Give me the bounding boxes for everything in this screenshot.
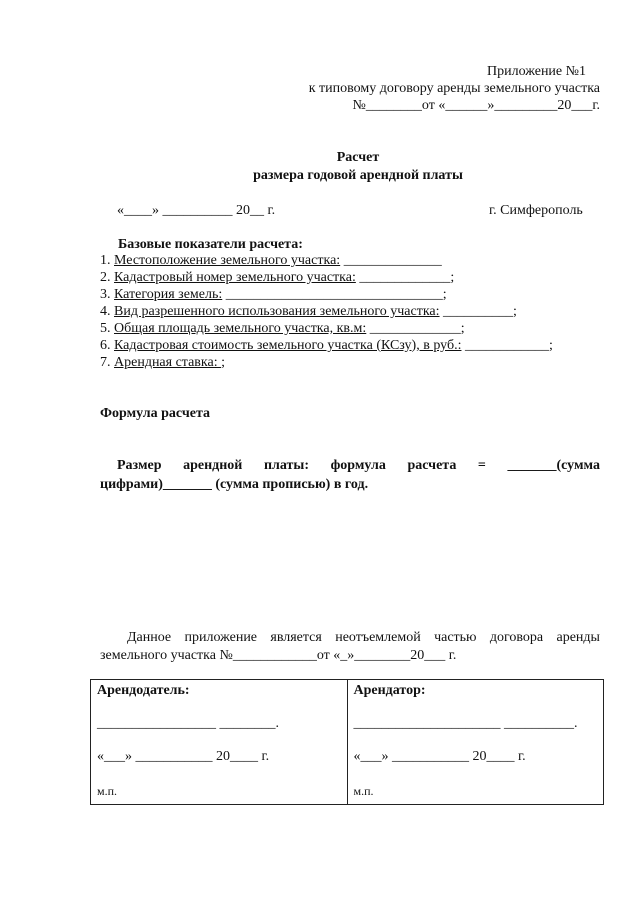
base-indicator-item [100, 253, 442, 269]
landlord-cell [91, 680, 347, 804]
landlord-label: Арендодатель: [97, 683, 190, 698]
base-indicator-blank: _____________; [366, 321, 465, 336]
base-indicator-blank: _______________________________; [222, 287, 447, 302]
note-word: Данное [127, 630, 172, 645]
formula-word: арендной [183, 458, 243, 473]
formula-word: формула [330, 458, 386, 473]
tenant-cell [347, 680, 604, 804]
calculation-city: г. Симферополь [489, 203, 583, 218]
base-indicators-heading: Базовые показатели расчета: [118, 237, 303, 252]
note-word: частью [434, 630, 477, 645]
base-indicator-blank: ____________; [461, 338, 553, 353]
base-indicator-label: Общая площадь земельного участка, кв.м: [114, 321, 367, 336]
base-indicator-item [100, 355, 225, 371]
base-indicator-label: Вид разрешенного использования земельного участка: [114, 304, 440, 319]
base-indicator-number: 5. [100, 321, 111, 336]
tenant-label: Арендатор: [353, 683, 426, 698]
base-indicator-blank: __________; [439, 304, 517, 319]
landlord-stamp: м.п. [97, 784, 118, 798]
base-indicator-number: 2. [100, 270, 111, 285]
base-indicator-item [100, 321, 465, 337]
formula-line-1 [117, 458, 600, 474]
signature-table [90, 679, 604, 805]
note-word: приложение [184, 630, 258, 645]
formula-heading: Формула расчета [100, 406, 211, 421]
note-word: является [270, 630, 322, 645]
formula-word: Размер [117, 458, 162, 473]
base-indicator-label: Арендная ставка: [114, 355, 222, 370]
note-word: неотъемлемой [335, 630, 421, 645]
base-indicator-item [100, 270, 454, 286]
base-indicator-number: 3. [100, 287, 111, 302]
appendix-number: Приложение №1 [487, 64, 586, 79]
base-indicator-blank: ; [221, 355, 225, 370]
tenant-stamp: м.п. [353, 784, 374, 798]
base-indicator-number: 1. [100, 253, 111, 268]
tenant-date-line: «___» ___________ 20____ г. [353, 749, 526, 764]
base-indicator-item [100, 338, 553, 354]
base-indicator-number: 4. [100, 304, 111, 319]
note-word: аренды [556, 630, 600, 645]
base-indicator-blank: _____________; [355, 270, 455, 285]
formula-word: платы: [263, 458, 309, 473]
base-indicator-label: Местоположение земельного участка: [114, 253, 341, 268]
base-indicator-item [100, 304, 517, 320]
page-subtitle: размера годовой арендной платы [253, 168, 463, 183]
note-line-1 [127, 630, 600, 646]
calculation-date: «____» __________ 20__ г. [117, 203, 276, 218]
base-indicator-label: Категория земель: [114, 287, 223, 302]
appendix-reference: к типовому договору аренды земельного участка [308, 81, 600, 96]
note-line-2: земельного участка №____________от «_»________20___ г. [100, 648, 457, 663]
base-indicator-blank: ______________ [340, 253, 442, 268]
formula-word: _______(сумма [507, 458, 600, 473]
base-indicator-number: 7. [100, 355, 111, 370]
note-word: договора [489, 630, 544, 645]
base-indicator-label: Кадастровый номер земельного участка: [114, 270, 356, 285]
base-indicator-number: 6. [100, 338, 111, 353]
page-title: Расчет [336, 150, 380, 165]
landlord-date-line: «___» ___________ 20____ г. [97, 749, 270, 764]
landlord-signature-line: _________________ ________. [97, 716, 279, 731]
base-indicator-label: Кадастровая стоимость земельного участка (КСзу), в руб.: [114, 338, 462, 353]
base-indicator-item [100, 287, 447, 303]
formula-line-2: цифрами)_______ (сумма прописью) в год. [100, 477, 369, 492]
formula-word: = [477, 458, 486, 473]
contract-number-line: №________от «______»_________20___г. [352, 98, 600, 113]
formula-word: расчета [407, 458, 457, 473]
tenant-signature-line: _____________________ __________. [353, 716, 578, 731]
